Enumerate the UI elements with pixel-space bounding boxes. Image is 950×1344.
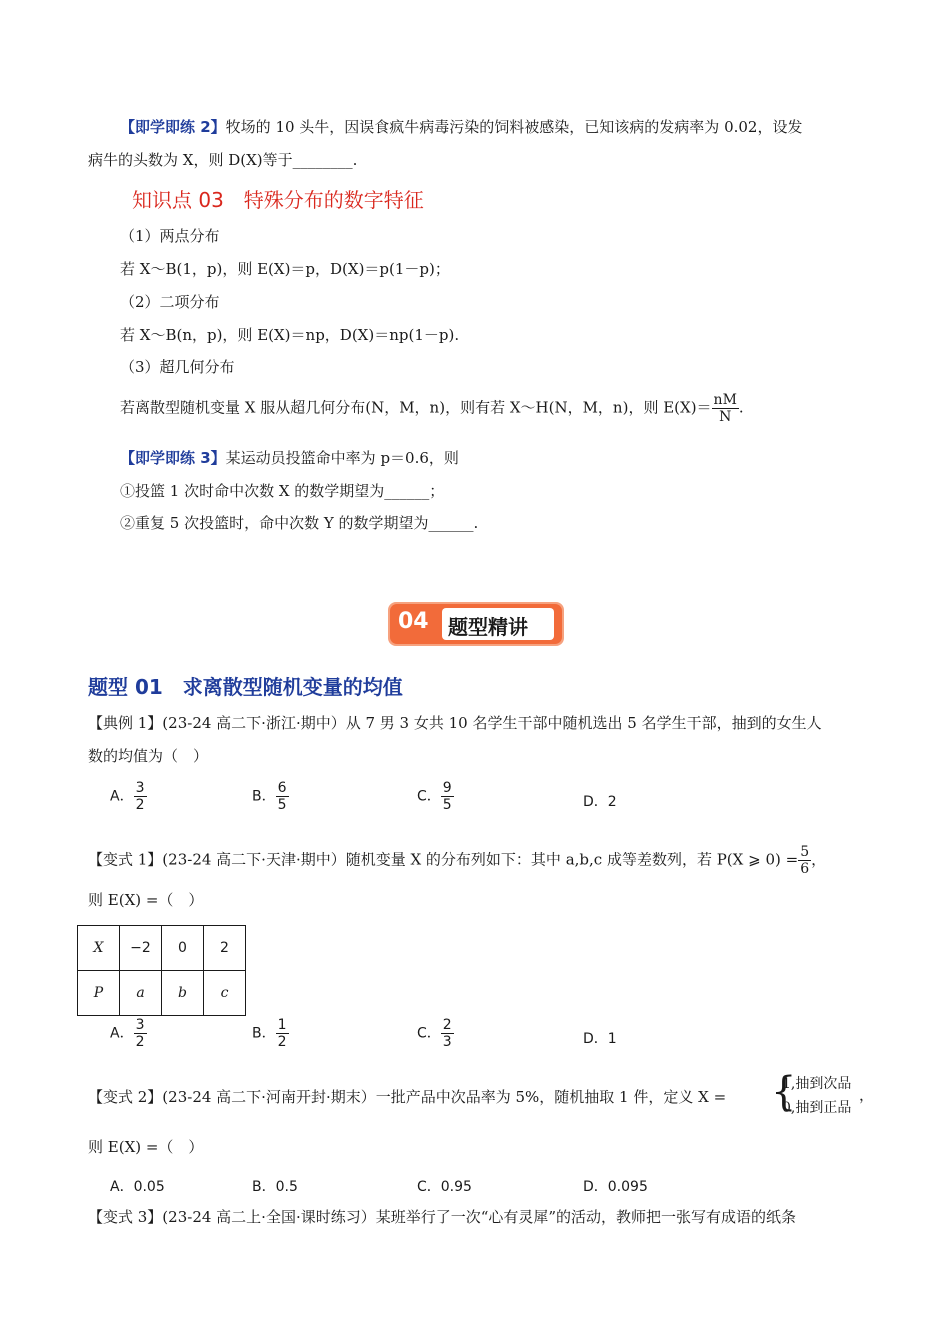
option-fraction: [441, 1017, 454, 1050]
frac-numerator: 2: [442, 1017, 452, 1033]
dist3-formula: [120, 392, 744, 425]
variant2-line2: 则 E(X) =（ ）: [88, 1138, 204, 1156]
option-label: B．: [252, 788, 276, 805]
frac-numerator: 5: [800, 844, 810, 860]
practice3-q2: ②重复 5 次投篮时，命中次数 Y 的数学期望为______.: [120, 514, 479, 532]
badge-number: 04: [398, 609, 429, 634]
variant2-option-b: B．0.5: [252, 1179, 298, 1195]
frac-numerator: 1: [277, 1017, 287, 1033]
table-cell: a: [120, 971, 162, 1016]
dist3-text: 若离散型随机变量 X 服从超几何分布(N，M，n)，则有若 X～H(N，M，n)，则 E(X)＝: [120, 398, 712, 417]
type01-title: 题型 01 求离散型随机变量的均值: [88, 675, 403, 699]
frac-denominator: 6: [800, 861, 810, 877]
practice3-tag: 【即学即练 3】: [120, 449, 226, 467]
variant1-option-a: [110, 1017, 147, 1050]
example1-option-b: [252, 780, 289, 813]
table-row: [78, 926, 246, 971]
distribution-table: [77, 925, 246, 1016]
variant1-fraction: [798, 844, 811, 877]
frac-numerator: 3: [135, 780, 145, 796]
option-fraction: [134, 780, 147, 813]
frac-numerator: 9: [442, 780, 452, 796]
brace-icon: {: [771, 1069, 797, 1115]
option-label: A．: [110, 788, 134, 805]
variant3-line1: 【变式 3】(23-24 高二上·全国·课时练习）某班举行了一次“心有灵犀”的活动，教师把一张写有成语的纸条: [88, 1208, 797, 1226]
option-label: A．: [110, 1025, 134, 1042]
variant1-line1: [88, 844, 826, 877]
example1-option-a: [110, 780, 147, 813]
dist2-formula: 若 X～B(n，p)，则 E(X)＝np，D(X)＝np(1－p).: [120, 326, 460, 344]
table-cell: c: [204, 971, 246, 1016]
option-label: C．: [417, 788, 441, 805]
knowledge-title: 知识点 03 特殊分布的数字特征: [132, 188, 424, 212]
frac-numerator: nM: [713, 392, 737, 408]
dist3-end: .: [738, 398, 744, 417]
variant2-comma: ，: [859, 1086, 875, 1104]
frac-denominator: 2: [135, 797, 145, 813]
piecewise-definition: [771, 1069, 875, 1120]
table-cell: X: [78, 926, 120, 971]
badge-title: 题型精讲: [448, 615, 528, 639]
table-cell: P: [78, 971, 120, 1016]
example1-line2: 数的均值为（ ）: [88, 747, 209, 765]
frac-denominator: 2: [277, 1034, 287, 1050]
option-label: C．: [417, 1025, 441, 1042]
dist3-label: （3）超几何分布: [120, 358, 235, 376]
case2: 0,抽到正品: [782, 1100, 852, 1116]
table-cell: 2: [204, 926, 246, 971]
variant2-line1: 【变式 2】(23-24 高二下·河南开封·期末）一批产品中次品率为 5%，随机抽取 1 件，定义 X =: [88, 1088, 727, 1106]
variant1-option-d: D．1: [583, 1031, 617, 1047]
option-fraction: [276, 780, 289, 813]
practice2-line2: 病牛的头数为 X，则 D(X)等于________.: [88, 151, 358, 169]
practice2-text: 牧场的 10 头牛，因误食疯牛病毒污染的饲料被感染，已知该病的发病率为 0.02，设发: [225, 118, 803, 136]
table-cell: −2: [120, 926, 162, 971]
variant2-option-c: C．0.95: [417, 1179, 472, 1195]
frac-denominator: 5: [277, 797, 287, 813]
variant2-option-a: A．0.05: [110, 1179, 165, 1195]
frac-denominator: 2: [135, 1034, 145, 1050]
practice2-tag: 【即学即练 2】: [120, 118, 226, 136]
example1-line1: 【典例 1】(23-24 高二下·浙江·期中）从 7 男 3 女共 10 名学生干部中随机选出 5 名学生干部，抽到的女生人: [88, 714, 822, 732]
practice2-line1: [120, 117, 802, 137]
example1-option-c: [417, 780, 454, 813]
dist2-label: （2）二项分布: [120, 293, 220, 311]
variant1-text: 【变式 1】(23-24 高二下·天津·期中）随机变量 X 的分布列如下：其中 a,b,c 成等差数列，若 P(X ⩾ 0) =: [88, 850, 799, 869]
practice3-text: 某运动员投篮命中率为 p＝0.6，则: [225, 449, 459, 467]
table-row: [78, 971, 246, 1016]
frac-denominator: 3: [442, 1034, 452, 1050]
option-fraction: [134, 1017, 147, 1050]
table-cell: b: [162, 971, 204, 1016]
option-label: B．: [252, 1025, 276, 1042]
option-fraction: [441, 780, 454, 813]
variant2-option-d: D．0.095: [583, 1179, 648, 1195]
frac-denominator: 5: [442, 797, 452, 813]
practice3-q1: ①投篮 1 次时命中次数 X 的数学期望为______；: [120, 482, 445, 500]
option-fraction: [276, 1017, 289, 1050]
frac-numerator: 6: [277, 780, 287, 796]
case1: 1,抽到次品: [782, 1076, 852, 1092]
variant1-comma: ，: [811, 850, 827, 869]
dist3-fraction: [712, 392, 739, 425]
section-badge: [386, 600, 566, 647]
frac-denominator: N: [719, 409, 732, 425]
variant1-line2: 则 E(X) =（ ）: [88, 891, 204, 909]
practice3-line: [120, 448, 459, 468]
dist1-label: （1）两点分布: [120, 227, 220, 245]
table-cell: 0: [162, 926, 204, 971]
variant1-option-c: [417, 1017, 454, 1050]
dist1-formula: 若 X～B(1，p)，则 E(X)＝p，D(X)＝p(1－p)；: [120, 260, 450, 278]
variant1-option-b: [252, 1017, 289, 1050]
example1-option-d: D．2: [583, 794, 617, 810]
frac-numerator: 3: [135, 1017, 145, 1033]
